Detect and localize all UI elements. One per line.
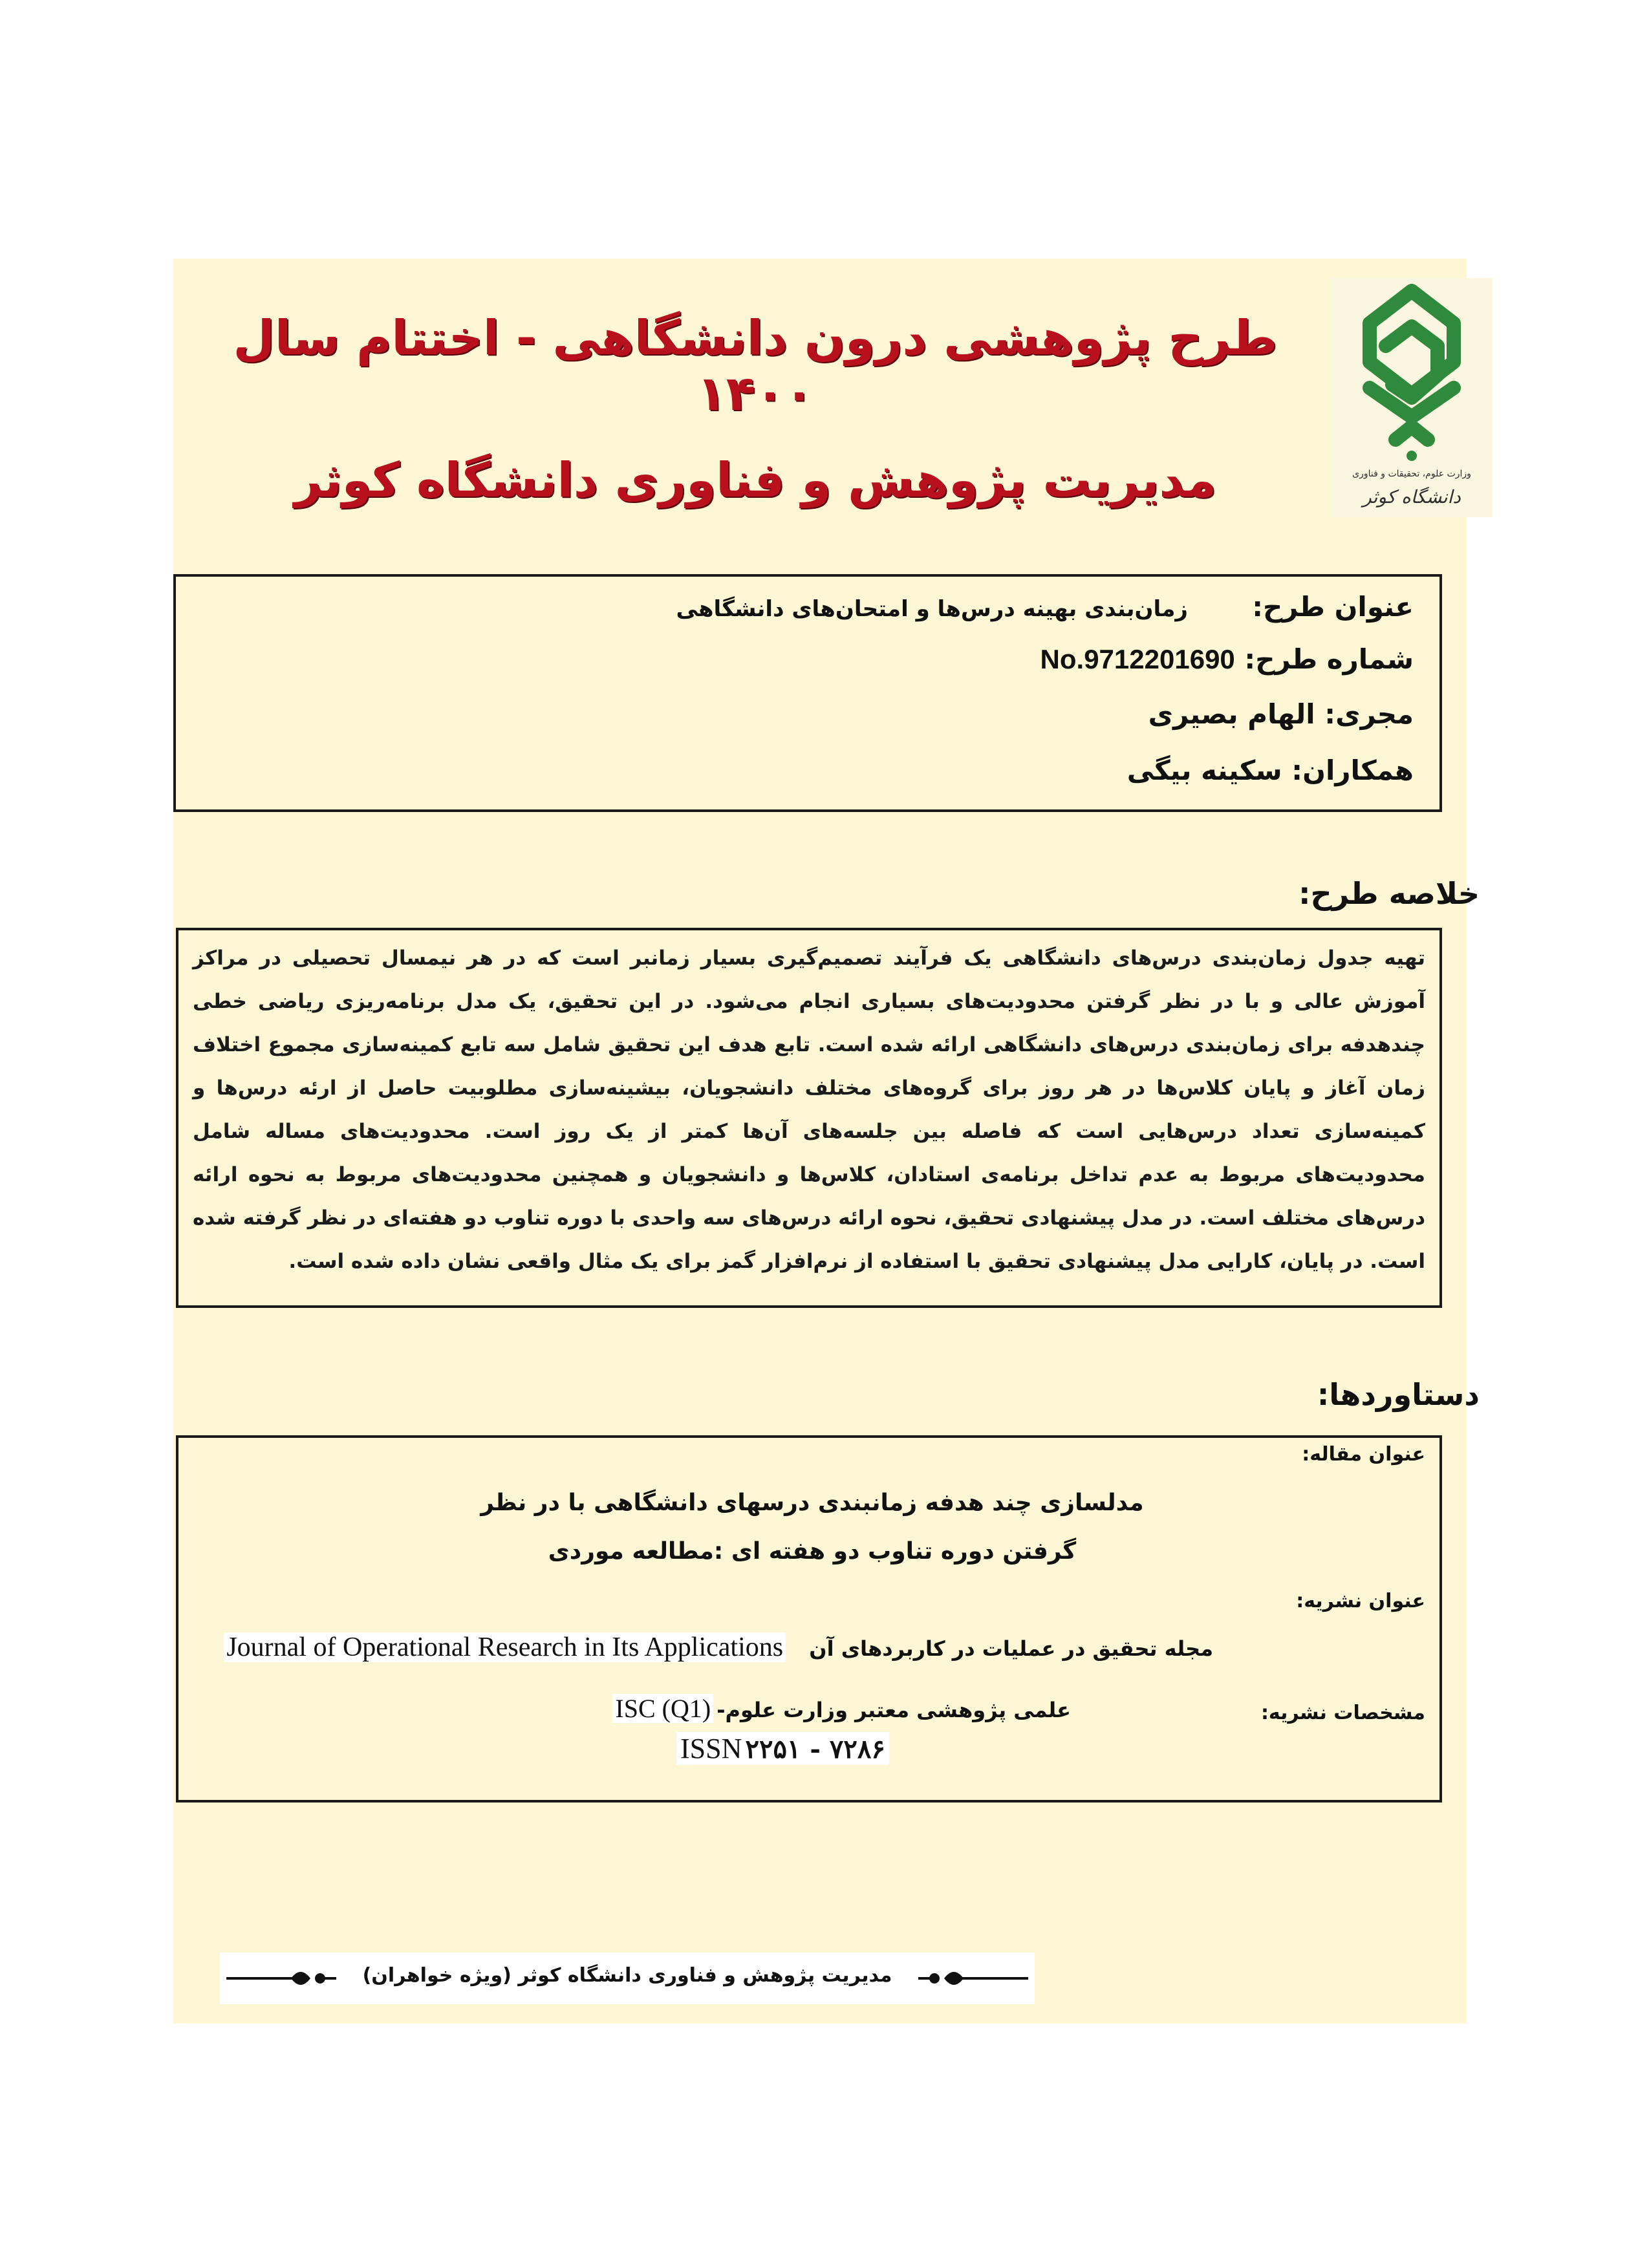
achievements-box [176,1435,1442,1803]
document-sheet [173,259,1480,2024]
executor-value: الهام بصیری [1148,698,1315,730]
article-title-line2: گرفتن دوره تناوب دو هفته ای :مطالعه موردی [548,1538,1077,1565]
article-title-line1: مدلسازی چند هدفه زمانبندی درسهای دانشگاهی با در نظر [480,1490,1144,1516]
page-title: طرح پژوهشی درون دانشگاهی - اختتام سال ۱۴۰۰ [233,310,1278,422]
project-info-box [173,574,1442,812]
journal-row [224,1632,1213,1663]
footer-text: مدیریت پژوهش و فناوری دانشگاه کوثر (ویژه خواهران) [362,1964,892,1987]
summary-box [176,928,1442,1308]
issn-value: ۲۲۵۱ - ۷۲۸۶ [745,1734,885,1764]
project-number-value: No.9712201690 [1040,644,1235,674]
page-subtitle: مدیریت پژوهش و فناوری دانشگاه کوثر [294,453,1217,508]
university-logo [1331,278,1493,517]
journal-english-title: Journal of Operational Research in Its Applications [224,1632,786,1662]
project-title-row [676,591,1414,623]
achievements-heading: دستاوردها: [1317,1377,1480,1412]
issn-row [676,1732,889,1765]
journal-persian-title: مجله تحقیق در عملیات در کاربردهای آن [809,1636,1213,1661]
project-number-label: شماره طرح: [1244,643,1414,675]
summary-heading: خلاصه طرح: [1299,876,1480,911]
project-title-value: زمان‌بندی بهینه درس‌ها و امتحان‌های دانشگاهی [676,596,1188,622]
journal-index: ISC (Q1) [612,1694,713,1723]
collaborators-label: همکاران: [1291,754,1414,786]
project-title-label: عنوان طرح: [1252,591,1414,623]
executor-label: مجری: [1324,698,1414,730]
article-title-label: عنوان مقاله: [1302,1443,1425,1466]
executor-row [1148,698,1414,730]
journal-specs-label: مشخصات نشریه: [1260,1702,1425,1724]
issn-label: ISSN [680,1733,742,1764]
footer-banner [220,1952,1035,2004]
logo-emblem-icon [1331,278,1493,465]
journal-specs-text: علمی پژوهشی معتبر وزارت علوم- [717,1698,1071,1722]
right-ornament-icon [918,1964,1028,1993]
collaborators-row [1127,754,1414,786]
journal-specs-row [612,1693,1071,1724]
project-number-row [1040,643,1414,675]
collaborators-value: سکینه بیگی [1126,754,1282,786]
summary-text: تهیه جدول زمان‌بندی درس‌های دانشگاهی یک فرآیند تصمیم‌گیری بسیار زمانبر است که در هر نیمسال تحصیلی در مراکز آموزش عالی و با در نظر گرفتن محدودیت‌های بسیاری انجام می‌شود. در این تحقیق، یک مدل برنامه‌ریزی ریاضی خطی چندهدفه برای زمان‌بندی درس‌های دانشگاهی ارائه شده است. تابع هدف این تحقیق شامل سه تابع کمینه‌سازی مجموع اختلاف زمان آغاز و پایان کلاس‌ها در هر روز برای گروه‌های مختلف دانشجویان، بیشینه‌سازی مطلوبیت حاصل از ارئه درس‌ها و کمینه‌سازی تعداد درس‌هایی است که فاصله بین جلسه‌های آن‌ها کمتر از یک روز است. محدودیت‌های مساله شامل محدودیت‌های مربوط به عدم تداخل برنامه‌ی استادان، کلاس‌ها و دانشجویان و همچنین محدودیت‌های مربوط به نحوه ارائه درس‌های مختلف است. در مدل پیشنهادی تحقیق، نحوه ارائه درس‌های سه واحدی با دوره تناوب دو هفته‌ای در نظر گرفته شده است. در پایان، کارایی مدل پیشنهادی تحقیق با استفاده از نرم‌افزار گمز برای یک مثال واقعی نشان داده شده است. [193,947,1425,1273]
logo-caption-line1: وزارت علوم، تحقیقات و فناوری [1352,469,1471,479]
journal-label: عنوان نشریه: [1296,1590,1425,1612]
logo-caption-line2: دانشگاه کوثر [1363,486,1461,508]
